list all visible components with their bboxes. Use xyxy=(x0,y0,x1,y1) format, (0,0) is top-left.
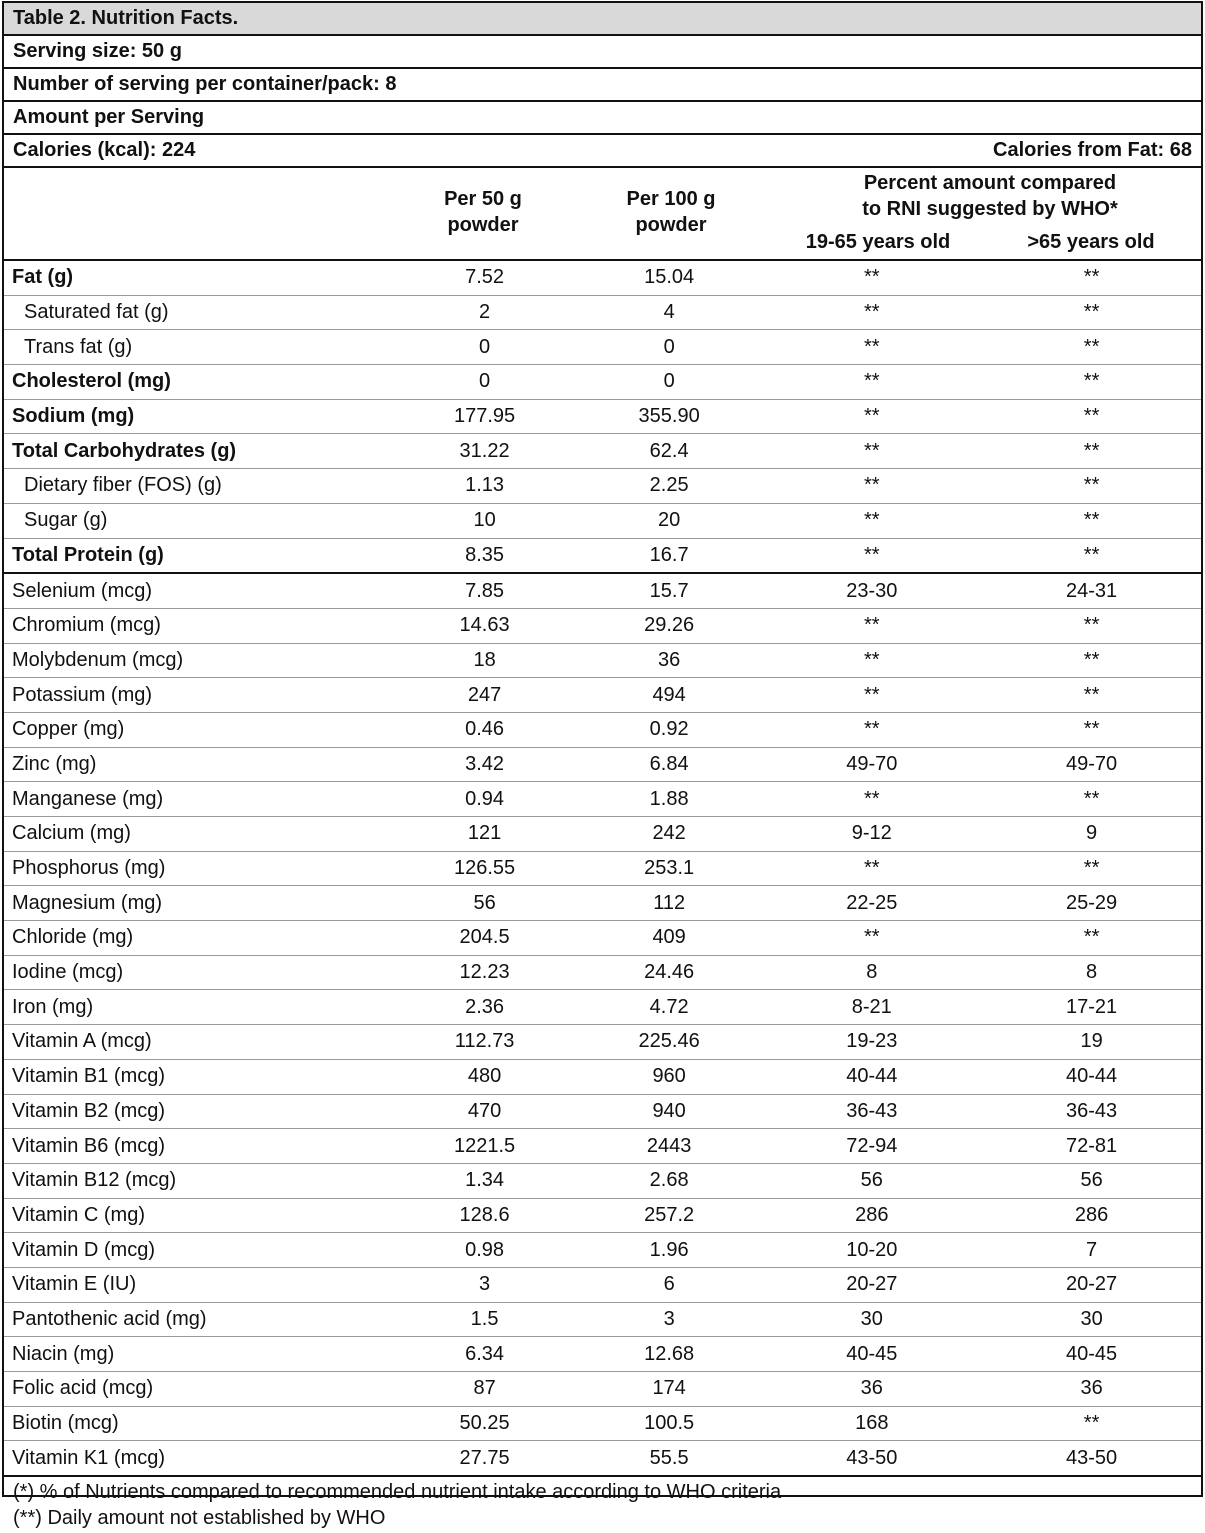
table-row xyxy=(4,782,1201,817)
value-per-50g: 126.55 xyxy=(392,851,577,886)
percent-over-65: 8 xyxy=(982,955,1201,990)
calories-from-fat-text: Calories from Fat: 68 xyxy=(993,139,1192,161)
percent-19-65: ** xyxy=(761,712,982,747)
header-percent-line1: Percent amount compared xyxy=(863,172,1117,194)
percent-over-65: 40-45 xyxy=(982,1337,1201,1372)
value-per-50g: 87 xyxy=(392,1372,577,1407)
value-per-100g: 24.46 xyxy=(577,955,762,990)
percent-19-65: ** xyxy=(761,538,982,573)
table-row xyxy=(4,330,1201,365)
table-row xyxy=(4,990,1201,1025)
percent-over-65: 7 xyxy=(982,1233,1201,1268)
value-per-100g: 3 xyxy=(577,1302,762,1337)
header-age-over-65: >65 years old xyxy=(1027,231,1155,253)
table-row xyxy=(4,503,1201,538)
table-row xyxy=(4,608,1201,643)
percent-19-65: 22-25 xyxy=(761,886,982,921)
value-per-50g: 6.34 xyxy=(392,1337,577,1372)
percent-19-65: ** xyxy=(761,678,982,713)
nutrient-name: Vitamin A (mcg) xyxy=(4,1025,392,1060)
amount-per-serving-text: Amount per Serving xyxy=(13,106,205,128)
value-per-100g: 16.7 xyxy=(577,538,762,573)
value-per-50g: 12.23 xyxy=(392,955,577,990)
table-row xyxy=(4,1025,1201,1060)
value-per-50g: 7.52 xyxy=(392,261,577,295)
value-per-100g: 0 xyxy=(577,365,762,400)
nutrient-name: Manganese (mg) xyxy=(4,782,392,817)
value-per-100g: 494 xyxy=(577,678,762,713)
value-per-50g: 480 xyxy=(392,1059,577,1094)
nutrient-name: Vitamin C (mg) xyxy=(4,1198,392,1233)
table-row xyxy=(4,1441,1201,1476)
table-row xyxy=(4,747,1201,782)
value-per-50g: 8.35 xyxy=(392,538,577,573)
value-per-100g: 55.5 xyxy=(577,1441,762,1476)
value-per-50g: 27.75 xyxy=(392,1441,577,1476)
nutrient-name: Saturated fat (g) xyxy=(4,295,392,330)
nutrient-name: Phosphorus (mg) xyxy=(4,851,392,886)
value-per-100g: 2.68 xyxy=(577,1163,762,1198)
header-percent-rni xyxy=(765,170,1205,222)
serving-size-text: Serving size: 50 g xyxy=(13,40,182,62)
value-per-100g: 0 xyxy=(577,330,762,365)
value-per-50g: 1.34 xyxy=(392,1163,577,1198)
percent-19-65: 9-12 xyxy=(761,817,982,852)
value-per-100g: 253.1 xyxy=(577,851,762,886)
value-per-50g: 50.25 xyxy=(392,1406,577,1441)
table-row xyxy=(4,295,1201,330)
percent-19-65: ** xyxy=(761,261,982,295)
table-row xyxy=(4,1059,1201,1094)
percent-19-65: 286 xyxy=(761,1198,982,1233)
percent-over-65: 19 xyxy=(982,1025,1201,1060)
table-row xyxy=(4,1094,1201,1129)
value-per-50g: 3.42 xyxy=(392,747,577,782)
nutrient-name: Selenium (mcg) xyxy=(4,573,392,608)
table-row xyxy=(4,365,1201,400)
value-per-100g: 100.5 xyxy=(577,1406,762,1441)
nutrient-name: Zinc (mg) xyxy=(4,747,392,782)
percent-19-65: 8-21 xyxy=(761,990,982,1025)
percent-19-65: 10-20 xyxy=(761,1233,982,1268)
nutrient-name: Chloride (mg) xyxy=(4,921,392,956)
percent-19-65: ** xyxy=(761,503,982,538)
percent-19-65: ** xyxy=(761,851,982,886)
value-per-100g: 2.25 xyxy=(577,469,762,504)
percent-19-65: 8 xyxy=(761,955,982,990)
value-per-50g: 1221.5 xyxy=(392,1129,577,1164)
percent-over-65: 56 xyxy=(982,1163,1201,1198)
value-per-50g: 31.22 xyxy=(392,434,577,469)
value-per-100g: 6.84 xyxy=(577,747,762,782)
table-row xyxy=(4,643,1201,678)
value-per-100g: 1.88 xyxy=(577,782,762,817)
value-per-100g: 4.72 xyxy=(577,990,762,1025)
nutrient-name: Vitamin B1 (mcg) xyxy=(4,1059,392,1094)
percent-over-65: 49-70 xyxy=(982,747,1201,782)
nutrient-table xyxy=(4,261,1201,1477)
nutrient-name: Biotin (mcg) xyxy=(4,1406,392,1441)
value-per-50g: 128.6 xyxy=(392,1198,577,1233)
percent-19-65: ** xyxy=(761,921,982,956)
footnotes xyxy=(4,1477,1201,1533)
value-per-100g: 20 xyxy=(577,503,762,538)
nutrient-name: Vitamin B6 (mcg) xyxy=(4,1129,392,1164)
value-per-50g: 204.5 xyxy=(392,921,577,956)
percent-19-65: ** xyxy=(761,782,982,817)
percent-over-65: ** xyxy=(982,782,1201,817)
percent-over-65: 30 xyxy=(982,1302,1201,1337)
value-per-50g: 1.5 xyxy=(392,1302,577,1337)
percent-19-65: 36-43 xyxy=(761,1094,982,1129)
table-row xyxy=(4,261,1201,295)
value-per-100g: 6 xyxy=(577,1267,762,1302)
table-title: Table 2. Nutrition Facts. xyxy=(4,3,1201,36)
percent-19-65: 40-44 xyxy=(761,1059,982,1094)
servings-per-pack-text: Number of serving per container/pack: 8 xyxy=(13,73,397,95)
value-per-100g: 62.4 xyxy=(577,434,762,469)
serving-size xyxy=(4,36,1201,69)
percent-19-65: 30 xyxy=(761,1302,982,1337)
percent-over-65: 36 xyxy=(982,1372,1201,1407)
percent-over-65: 25-29 xyxy=(982,886,1201,921)
nutrient-name: Chromium (mcg) xyxy=(4,608,392,643)
percent-19-65: ** xyxy=(761,295,982,330)
nutrient-name: Magnesium (mg) xyxy=(4,886,392,921)
nutrient-name: Molybdenum (mcg) xyxy=(4,643,392,678)
table-row xyxy=(4,1163,1201,1198)
table-row xyxy=(4,538,1201,573)
table-row xyxy=(4,921,1201,956)
value-per-100g: 940 xyxy=(577,1094,762,1129)
table-row xyxy=(4,573,1201,608)
value-per-50g: 2 xyxy=(392,295,577,330)
table-row xyxy=(4,678,1201,713)
value-per-50g: 0.46 xyxy=(392,712,577,747)
value-per-50g: 121 xyxy=(392,817,577,852)
nutrient-name: Vitamin E (IU) xyxy=(4,1267,392,1302)
table-row xyxy=(4,886,1201,921)
percent-over-65: 43-50 xyxy=(982,1441,1201,1476)
nutrient-name: Trans fat (g) xyxy=(4,330,392,365)
column-header xyxy=(4,168,1201,261)
value-per-100g: 355.90 xyxy=(577,399,762,434)
value-per-50g: 14.63 xyxy=(392,608,577,643)
value-per-50g: 2.36 xyxy=(392,990,577,1025)
percent-19-65: ** xyxy=(761,434,982,469)
value-per-50g: 0 xyxy=(392,330,577,365)
nutrient-name: Sodium (mg) xyxy=(4,399,392,434)
value-per-50g: 0.98 xyxy=(392,1233,577,1268)
table-row xyxy=(4,712,1201,747)
value-per-100g: 112 xyxy=(577,886,762,921)
percent-over-65: ** xyxy=(982,434,1201,469)
value-per-100g: 0.92 xyxy=(577,712,762,747)
nutrition-facts-table xyxy=(2,1,1203,1530)
percent-19-65: ** xyxy=(761,399,982,434)
calories-row xyxy=(4,135,1201,168)
percent-19-65: 19-23 xyxy=(761,1025,982,1060)
percent-over-65: 24-31 xyxy=(982,573,1201,608)
value-per-50g: 10 xyxy=(392,503,577,538)
nutrient-name: Cholesterol (mg) xyxy=(4,365,392,400)
value-per-50g: 3 xyxy=(392,1267,577,1302)
value-per-50g: 470 xyxy=(392,1094,577,1129)
servings-per-pack xyxy=(4,69,1201,102)
percent-19-65: ** xyxy=(761,608,982,643)
value-per-100g: 1.96 xyxy=(577,1233,762,1268)
value-per-100g: 242 xyxy=(577,817,762,852)
value-per-50g: 0.94 xyxy=(392,782,577,817)
value-per-100g: 36 xyxy=(577,643,762,678)
value-per-50g: 7.85 xyxy=(392,573,577,608)
percent-19-65: ** xyxy=(761,643,982,678)
header-per-100g-line1: Per 100 g xyxy=(626,188,716,210)
nutrient-name: Niacin (mg) xyxy=(4,1337,392,1372)
percent-over-65: ** xyxy=(982,712,1201,747)
percent-19-65: 36 xyxy=(761,1372,982,1407)
percent-over-65: ** xyxy=(982,538,1201,573)
percent-over-65: ** xyxy=(982,608,1201,643)
nutrient-name: Vitamin B2 (mcg) xyxy=(4,1094,392,1129)
percent-19-65: ** xyxy=(761,330,982,365)
header-per-50g xyxy=(389,186,577,238)
footnote-1: (*) % of Nutrients compared to recommended nutrient intake according to WHO criteria xyxy=(13,1481,782,1504)
percent-over-65: ** xyxy=(982,643,1201,678)
nutrient-name: Vitamin B12 (mcg) xyxy=(4,1163,392,1198)
nutrient-name: Dietary fiber (FOS) (g) xyxy=(4,469,392,504)
percent-over-65: ** xyxy=(982,921,1201,956)
value-per-50g: 177.95 xyxy=(392,399,577,434)
nutrient-name: Vitamin D (mcg) xyxy=(4,1233,392,1268)
percent-19-65: 49-70 xyxy=(761,747,982,782)
percent-over-65: ** xyxy=(982,365,1201,400)
percent-over-65: 286 xyxy=(982,1198,1201,1233)
percent-over-65: 40-44 xyxy=(982,1059,1201,1094)
header-per-50g-line2: powder xyxy=(447,214,519,236)
calories-text: Calories (kcal): 224 xyxy=(13,139,196,161)
percent-over-65: 36-43 xyxy=(982,1094,1201,1129)
percent-over-65: 17-21 xyxy=(982,990,1201,1025)
nutrient-name: Copper (mg) xyxy=(4,712,392,747)
header-per-100g xyxy=(577,186,765,238)
percent-over-65: ** xyxy=(982,399,1201,434)
table-row xyxy=(4,469,1201,504)
nutrient-name: Vitamin K1 (mcg) xyxy=(4,1441,392,1476)
value-per-100g: 15.04 xyxy=(577,261,762,295)
nutrient-name: Total Protein (g) xyxy=(4,538,392,573)
value-per-100g: 29.26 xyxy=(577,608,762,643)
nutrient-name: Iodine (mcg) xyxy=(4,955,392,990)
table-row xyxy=(4,1302,1201,1337)
value-per-50g: 18 xyxy=(392,643,577,678)
table-row xyxy=(4,1233,1201,1268)
nutrient-name: Total Carbohydrates (g) xyxy=(4,434,392,469)
amount-per-serving xyxy=(4,102,1201,135)
percent-19-65: 56 xyxy=(761,1163,982,1198)
percent-19-65: 72-94 xyxy=(761,1129,982,1164)
value-per-100g: 174 xyxy=(577,1372,762,1407)
table-row xyxy=(4,955,1201,990)
value-per-50g: 56 xyxy=(392,886,577,921)
nutrient-name: Calcium (mg) xyxy=(4,817,392,852)
table-row xyxy=(4,399,1201,434)
percent-19-65: 20-27 xyxy=(761,1267,982,1302)
percent-over-65: ** xyxy=(982,261,1201,295)
table-row xyxy=(4,1267,1201,1302)
nutrient-name: Potassium (mg) xyxy=(4,678,392,713)
percent-19-65: 40-45 xyxy=(761,1337,982,1372)
header-per-100g-line2: powder xyxy=(635,214,707,236)
table-row xyxy=(4,851,1201,886)
footnote-2: (**) Daily amount not established by WHO xyxy=(13,1507,386,1530)
percent-19-65: ** xyxy=(761,469,982,504)
percent-19-65: 23-30 xyxy=(761,573,982,608)
table-row xyxy=(4,1337,1201,1372)
value-per-50g: 247 xyxy=(392,678,577,713)
table-row xyxy=(4,1129,1201,1164)
value-per-50g: 1.13 xyxy=(392,469,577,504)
header-percent-line2: to RNI suggested by WHO* xyxy=(862,198,1118,220)
value-per-100g: 15.7 xyxy=(577,573,762,608)
table-row xyxy=(4,1372,1201,1407)
value-per-50g: 112.73 xyxy=(392,1025,577,1060)
percent-over-65: ** xyxy=(982,851,1201,886)
value-per-100g: 409 xyxy=(577,921,762,956)
percent-over-65: ** xyxy=(982,503,1201,538)
nutrient-name: Pantothenic acid (mg) xyxy=(4,1302,392,1337)
table-row xyxy=(4,1198,1201,1233)
value-per-100g: 225.46 xyxy=(577,1025,762,1060)
percent-over-65: 20-27 xyxy=(982,1267,1201,1302)
value-per-100g: 4 xyxy=(577,295,762,330)
percent-over-65: ** xyxy=(982,678,1201,713)
nutrient-name: Sugar (g) xyxy=(4,503,392,538)
value-per-100g: 960 xyxy=(577,1059,762,1094)
percent-over-65: 9 xyxy=(982,817,1201,852)
percent-over-65: ** xyxy=(982,469,1201,504)
nutrient-name: Iron (mg) xyxy=(4,990,392,1025)
percent-over-65: ** xyxy=(982,1406,1201,1441)
percent-over-65: 72-81 xyxy=(982,1129,1201,1164)
header-age-19-65: 19-65 years old xyxy=(805,231,951,253)
percent-19-65: 43-50 xyxy=(761,1441,982,1476)
value-per-100g: 12.68 xyxy=(577,1337,762,1372)
percent-19-65: ** xyxy=(761,365,982,400)
nutrient-name: Fat (g) xyxy=(4,261,392,295)
percent-over-65: ** xyxy=(982,295,1201,330)
nutrient-name: Folic acid (mcg) xyxy=(4,1372,392,1407)
table-row xyxy=(4,1406,1201,1441)
header-per-50g-line1: Per 50 g xyxy=(444,188,522,210)
percent-19-65: 168 xyxy=(761,1406,982,1441)
percent-over-65: ** xyxy=(982,330,1201,365)
value-per-100g: 2443 xyxy=(577,1129,762,1164)
table-row xyxy=(4,434,1201,469)
value-per-50g: 0 xyxy=(392,365,577,400)
value-per-100g: 257.2 xyxy=(577,1198,762,1233)
table-row xyxy=(4,817,1201,852)
